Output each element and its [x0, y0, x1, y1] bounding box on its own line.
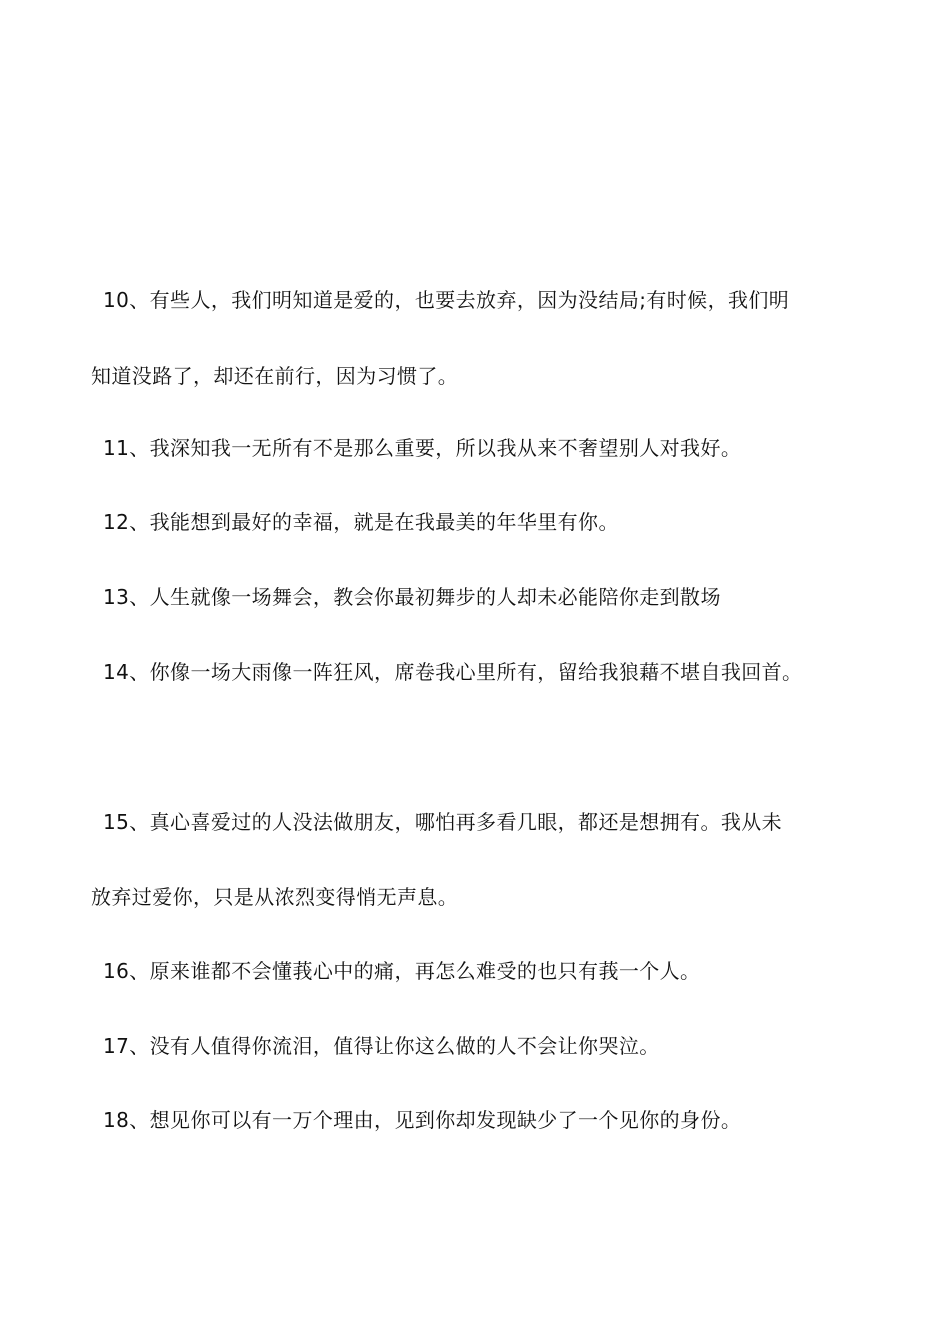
quote-12: 12、我能想到最好的幸福，就是在我最美的年华里有你。	[103, 510, 619, 534]
quote-15-line-1: 15、真心喜爱过的人没法做朋友，哪怕再多看几眼，都还是想拥有。我从未	[103, 810, 783, 834]
quote-18: 18、想见你可以有一万个理由，见到你却发现缺少了一个见你的身份。	[103, 1108, 742, 1132]
quote-10-line-1: 10、有些人，我们明知道是爱的，也要去放弃，因为没结局;有时候，我们明	[103, 288, 790, 312]
quote-17: 17、没有人值得你流泪，值得让你这么做的人不会让你哭泣。	[103, 1034, 660, 1058]
quote-14: 14、你像一场大雨像一阵狂风，席卷我心里所有，留给我狼藉不堪自我回首。	[103, 660, 803, 684]
quote-15-line-2: 放弃过爱你，只是从浓烈变得悄无声息。	[91, 885, 459, 909]
quote-11: 11、我深知我一无所有不是那么重要，所以我从来不奢望别人对我好。	[103, 436, 742, 460]
quote-10-line-2: 知道没路了，却还在前行，因为习惯了。	[91, 364, 459, 388]
quote-13: 13、人生就像一场舞会，教会你最初舞步的人却未必能陪你走到散场	[103, 585, 721, 609]
quote-16: 16、原来谁都不会懂莪心中的痛，再怎么难受的也只有莪一个人。	[103, 959, 701, 983]
